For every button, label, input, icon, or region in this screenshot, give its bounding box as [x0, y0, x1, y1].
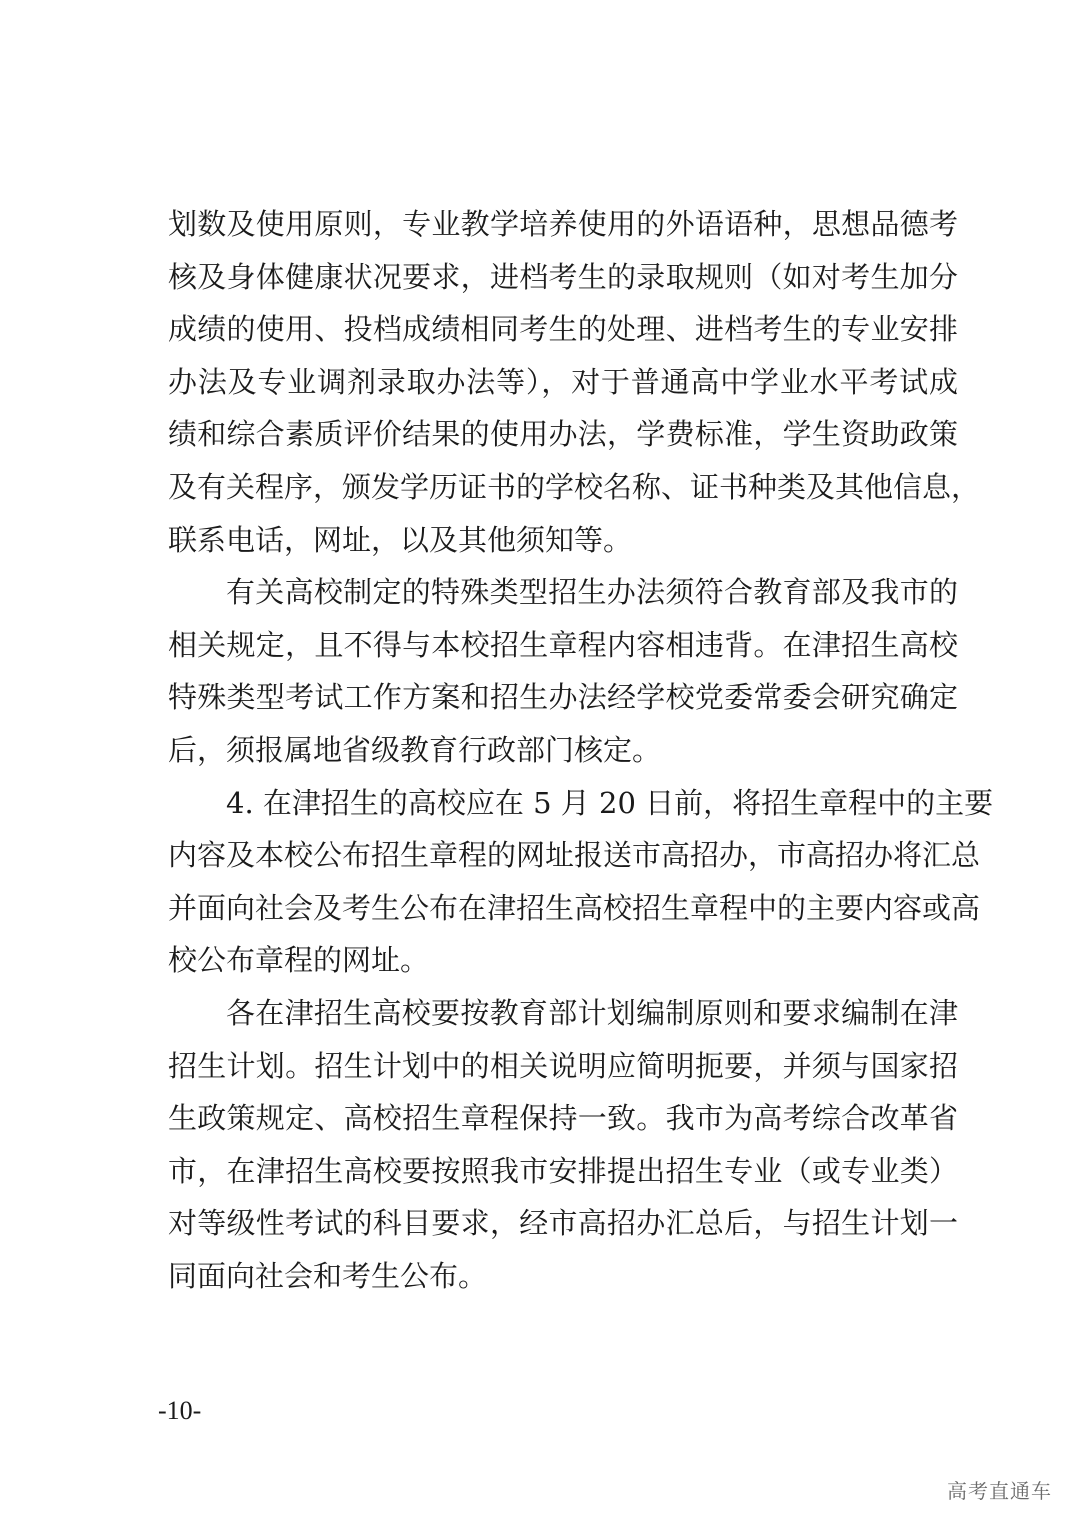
page-number: -10- [158, 1396, 202, 1425]
text-line: 联系电话，网址，以及其他须知等。 [168, 522, 633, 557]
text-line: 特殊类型考试工作方案和招生办法经学校党委常委会研究确定 [168, 680, 958, 715]
text-line: 后，须报属地省级教育行政部门核定。 [168, 732, 662, 767]
text-line: 市，在津招生高校要按照我市安排提出招生专业（或专业类） [168, 1153, 958, 1188]
text-line: 校公布章程的网址。 [168, 943, 430, 978]
source-watermark: 高考直通车 [947, 1479, 1052, 1503]
text-line: 并面向社会及考生公布在津招生高校招生章程中的主要内容或高 [168, 890, 981, 925]
text-line: 4. 在津招生的高校应在 5 月 20 日前，将招生章程中的主要 [226, 785, 994, 820]
text-line: 绩和综合素质评价结果的使用办法，学费标准，学生资助政策 [168, 417, 958, 452]
text-line: 招生计划。招生计划中的相关说明应简明扼要，并须与国家招 [168, 1048, 958, 1083]
paragraph-1 [168, 198, 981, 566]
text-line: 办法及专业调剂录取办法等），对于普通高中学业水平考试成 [168, 364, 958, 399]
text-line: 成绩的使用、投档成绩相同考生的处理、进档考生的专业安排 [168, 312, 958, 347]
text-line: 生政策规定、高校招生章程保持一致。我市为高考综合改革省 [168, 1101, 958, 1136]
text-line: 同面向社会和考生公布。 [168, 1258, 488, 1293]
text-line: 划数及使用原则，专业教学培养使用的外语语种，思想品德考 [168, 207, 958, 241]
text-line: 相关规定，且不得与本校招生章程内容相违背。在津招生高校 [168, 627, 958, 662]
text-line: 各在津招生高校要按教育部计划编制原则和要求编制在津 [226, 995, 958, 1030]
text-line: 及有关程序，颁发学历证书的学校名称、证书种类及其他信息， [168, 469, 981, 504]
paragraph-2 [168, 566, 958, 776]
text-line: 核及身体健康状况要求，进档考生的录取规则（如对考生加分 [168, 259, 958, 294]
text-line: 有关高校制定的特殊类型招生办法须符合教育部及我市的 [226, 575, 958, 610]
document-body [168, 198, 994, 1302]
paragraph-4 [168, 987, 958, 1303]
text-line: 对等级性考试的科目要求，经市高招办汇总后，与招生计划一 [168, 1206, 958, 1241]
text-line: 内容及本校公布招生章程的网址报送市高招办，市高招办将汇总 [168, 838, 981, 873]
paragraph-3 [168, 777, 994, 987]
